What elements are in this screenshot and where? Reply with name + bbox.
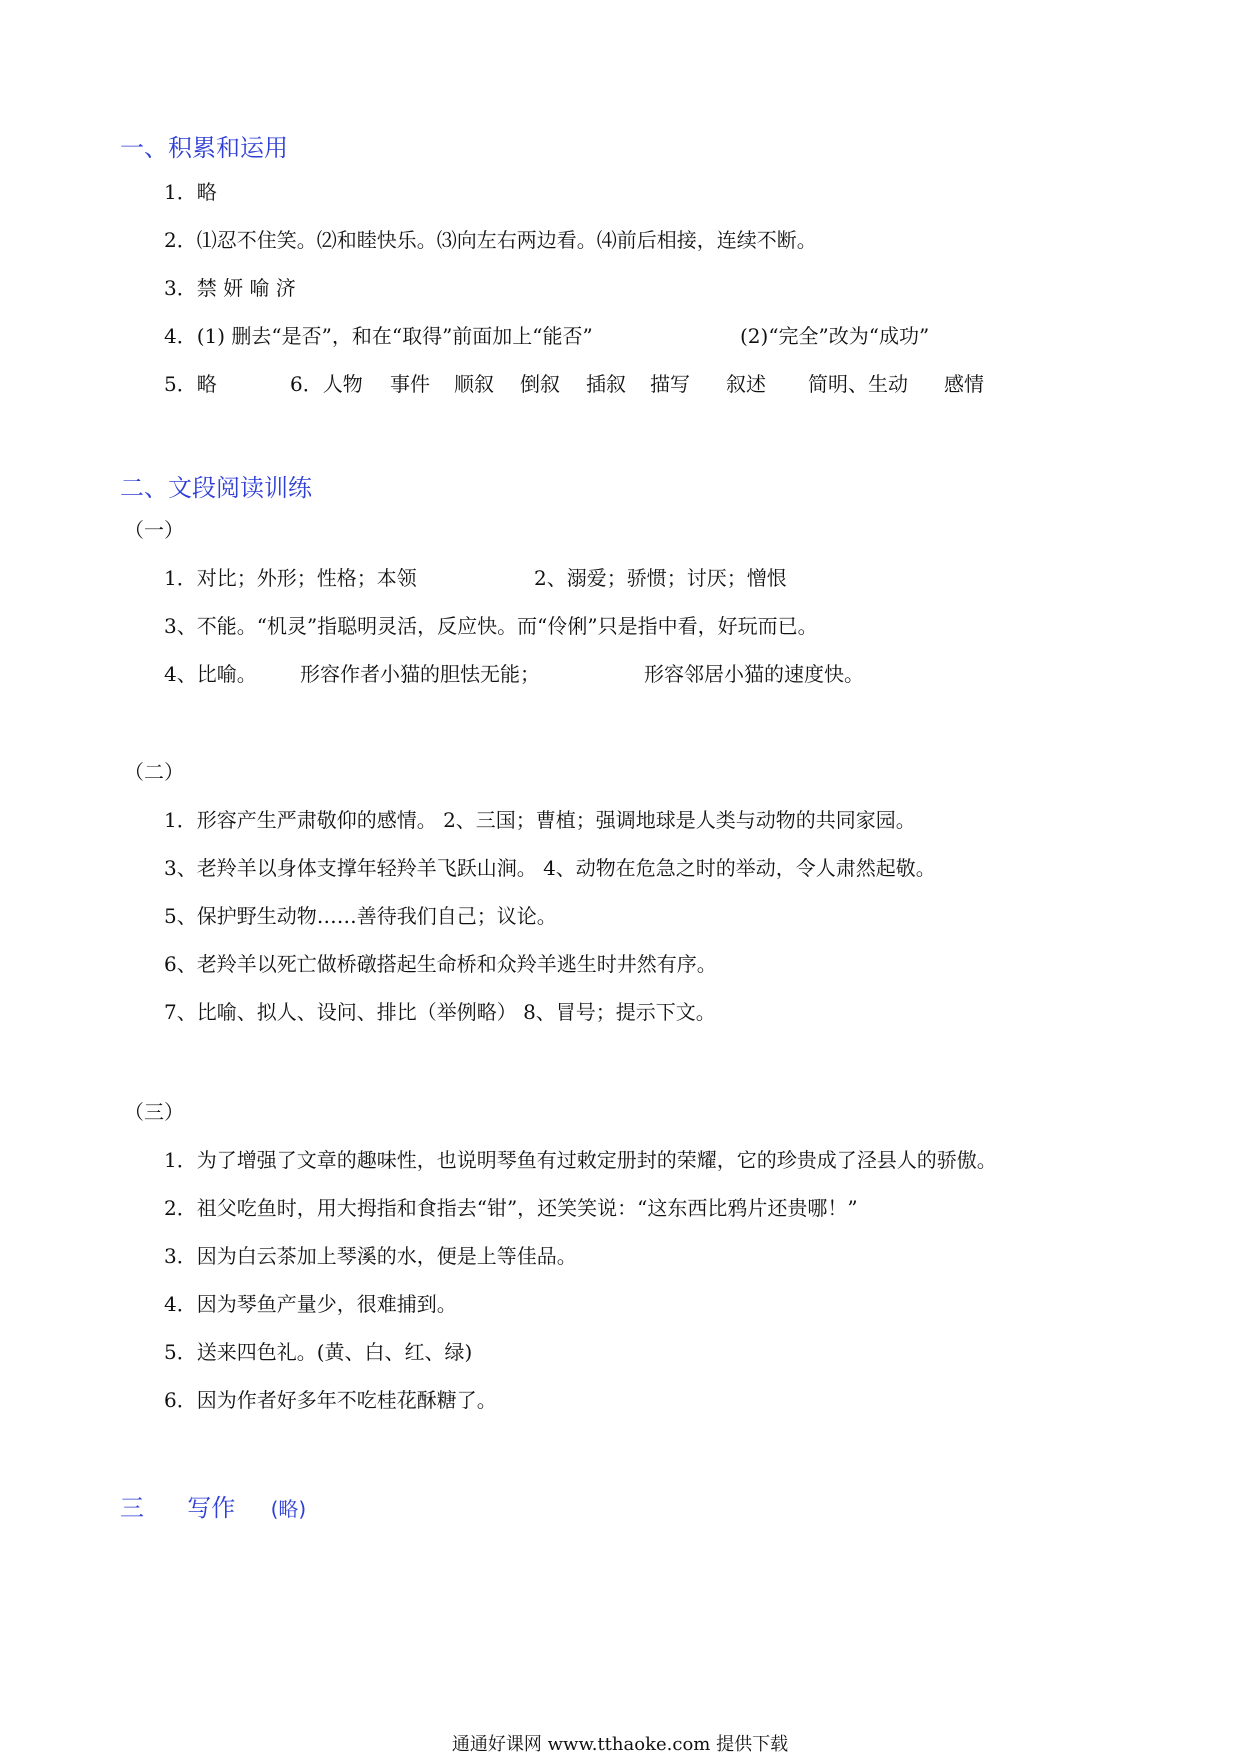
- s2-p3-line-1: 1．为了增强了文章的趣味性，也说明琴鱼有过敕定册封的荣耀，它的珍贵成了泾县人的骄傲。: [164, 1148, 997, 1172]
- s2-p3-line-6: 6．因为作者好多年不吃桂花酥糖了。: [164, 1388, 497, 1412]
- s2-p3-line-4: 4．因为琴鱼产量少，很难捕到。: [164, 1292, 457, 1316]
- s2-p1-answer-1: 1．对比；外形；性格；本领: [164, 566, 417, 590]
- s2-p1-answer-2: 2、溺爱；骄惯；讨厌；憎恨: [534, 566, 787, 590]
- section-1-heading: 一、积累和运用: [120, 134, 288, 162]
- s1-item-1: 1．略: [164, 180, 217, 204]
- s1-item-6-word: 叙述: [726, 372, 766, 396]
- s2-p2-line-4: 6、老羚羊以死亡做桥礅搭起生命桥和众羚羊逃生时井然有序。: [164, 952, 717, 976]
- s1-item-3: 3．禁 妍 喻 济: [164, 276, 296, 300]
- s2-p3-line-3: 3．因为白云茶加上琴溪的水，便是上等佳品。: [164, 1244, 577, 1268]
- s1-item-6-word: 插叙: [586, 372, 626, 396]
- s2-p1-answer-4c: 形容邻居小猫的速度快。: [644, 662, 864, 686]
- footer-source: 通通好课网 www.tthaoke.com 提供下载: [451, 1734, 789, 1755]
- s2-p1-answer-4a: 4、比喻。: [164, 662, 257, 686]
- s1-item-4-part-a: 4．(1) 删去“是否”，和在“取得”前面加上“能否”: [164, 324, 593, 348]
- s1-item-6-word: 描写: [650, 372, 690, 396]
- s1-item-6-word: 事件: [390, 372, 430, 396]
- s1-item-6-word: 简明、生动: [808, 372, 908, 396]
- s2-p2-line-1: 1．形容产生严肃敬仰的感情。 2、三国；曹植；强调地球是人类与动物的共同家园。: [164, 808, 916, 832]
- s2-p3-line-2: 2．祖父吃鱼时，用大拇指和食指去“钳”，还笑笑说：“这东西比鸦片还贵哪！”: [164, 1196, 858, 1220]
- s2-part-2-label: （二）: [124, 760, 184, 784]
- section-2-heading: 二、文段阅读训练: [120, 474, 312, 502]
- s2-part-1-label: （一）: [124, 518, 184, 542]
- s1-item-6-label: 6．人物: [290, 372, 363, 396]
- s2-p1-line-2: 3、不能。“机灵”指聪明灵活，反应快。而“伶俐”只是指中看，好玩而已。: [164, 614, 818, 638]
- s2-p2-line-3: 5、保护野生动物……善待我们自己；议论。: [164, 904, 557, 928]
- section-3-number: 三: [120, 1494, 144, 1522]
- s1-item-5: 5．略: [164, 372, 217, 396]
- s1-item-2: 2．⑴忍不住笑。⑵和睦快乐。⑶向左右两边看。⑷前后相接，连续不断。: [164, 228, 817, 252]
- s2-p1-answer-4b: 形容作者小猫的胆怯无能；: [300, 662, 540, 686]
- s1-item-4-part-b: (2)“完全”改为“成功”: [740, 324, 930, 348]
- s2-part-3-label: （三）: [124, 1100, 184, 1124]
- s2-p2-line-2: 3、老羚羊以身体支撑年轻羚羊飞跃山涧。 4、动物在危急之时的举动，令人肃然起敬。: [164, 856, 936, 880]
- section-3-note: (略): [270, 1497, 307, 1521]
- s1-item-6-word: 顺叙: [454, 372, 494, 396]
- section-3-title: 写作: [187, 1494, 236, 1522]
- s1-item-6-word: 感情: [944, 372, 984, 396]
- section-3-heading: [120, 1488, 306, 1523]
- s1-item-6-word: 倒叙: [520, 372, 560, 396]
- s2-p2-line-5: 7、比喻、拟人、设问、排比（举例略） 8、冒号；提示下文。: [164, 1000, 716, 1024]
- s2-p3-line-5: 5．送来四色礼。(黄、白、红、绿): [164, 1340, 473, 1364]
